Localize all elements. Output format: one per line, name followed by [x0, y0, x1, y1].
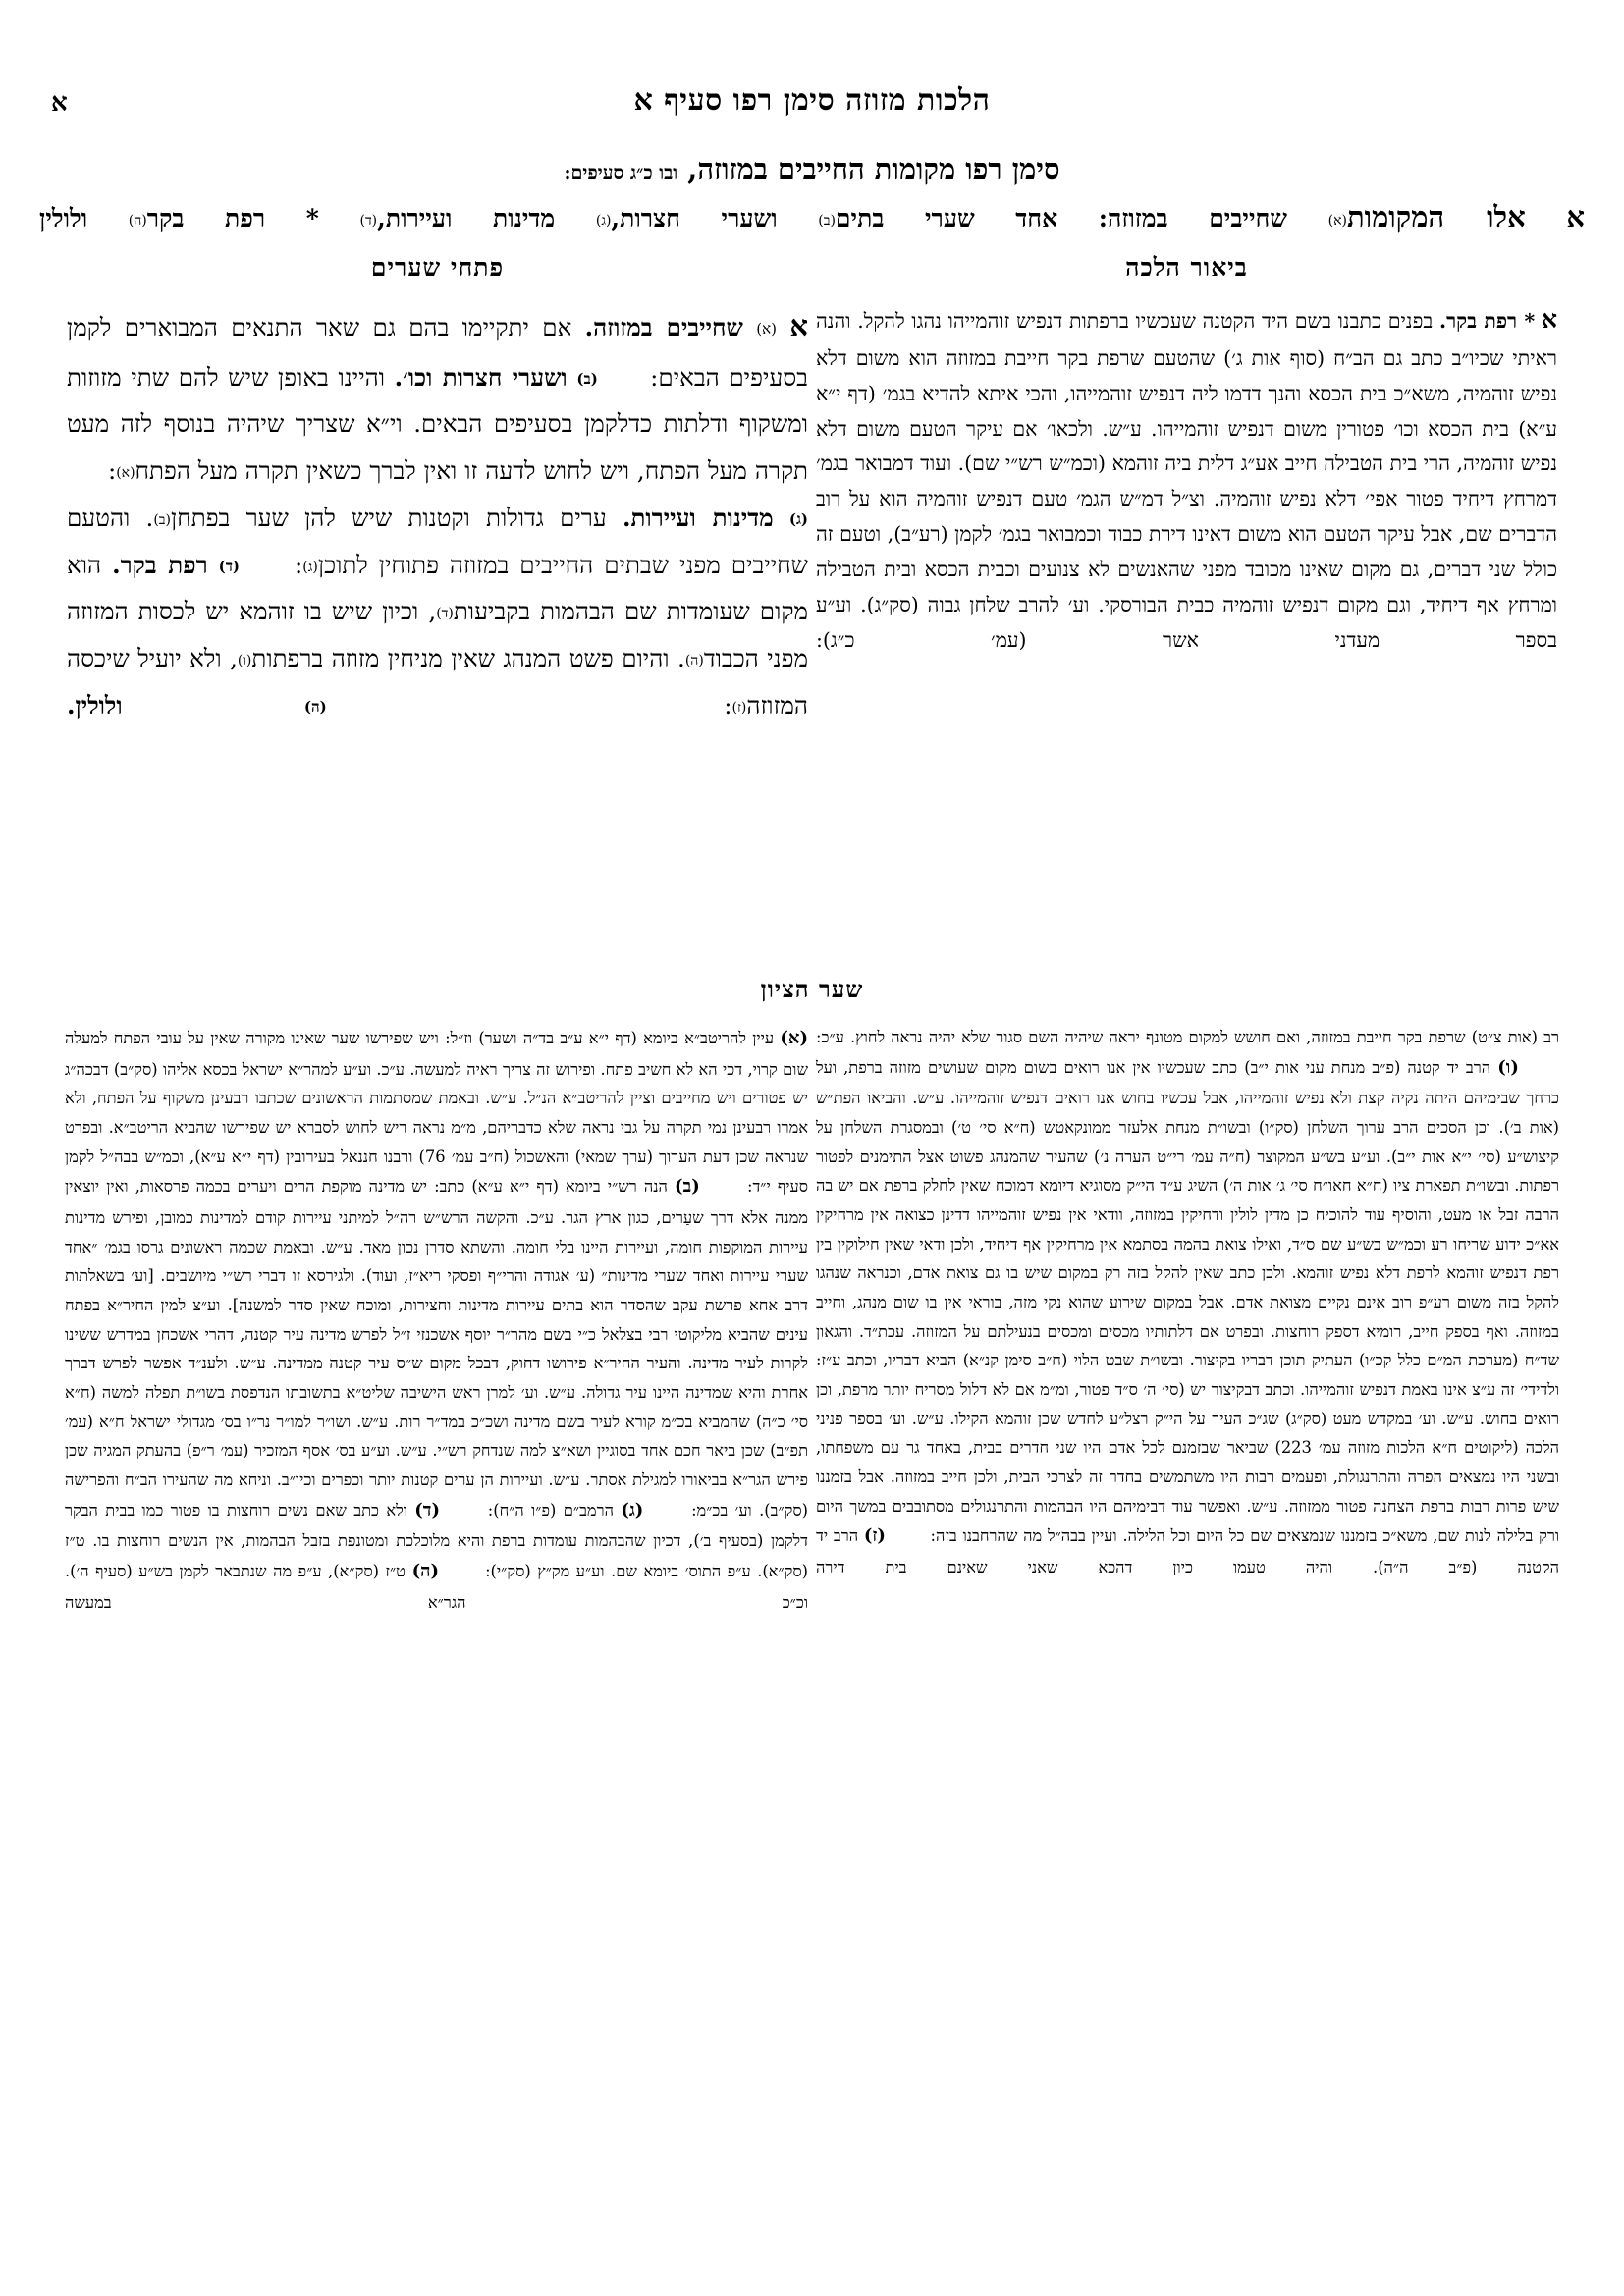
ps-p1-num: (ב) — [576, 369, 598, 388]
ps-p0-num: (א) — [756, 320, 777, 338]
tziyun-note-num: (ה) — [411, 1561, 439, 1582]
ps-p3-text2: , וכיון שיש בו זוהמא יש לכסות המזוזה מפני הכבוד — [67, 597, 808, 673]
seif-text-1: אלו המקומות — [1346, 200, 1526, 234]
seif-ref-h: (ה) — [128, 213, 147, 229]
ps-p1-lemma: ושערי חצרות וכו׳. — [394, 362, 568, 392]
seif-text-6: ולולין — [39, 204, 88, 233]
seif-ref-g: (ג) — [595, 213, 612, 229]
folio-marker: א — [51, 88, 68, 118]
ps-p0-lemma: שחייבים במזוזה. — [584, 313, 743, 342]
tziyun-note-text: הרמב״ם (פ״ו ה״ח): — [487, 1500, 614, 1520]
ps-p3-mid-ref2: (ה) — [684, 653, 704, 669]
ps-p1-text: והיינו באופן שיש להם שתי מזוזות ומשקוף ודלתות כדלקמן בסעיפים הבאים. וי״א שצריך שיהיה בנוסף לזה מעט תקרה מעל הפתח, ויש לחוש לדעה זו ואין לברך כשאין תקרה מעל הפתח — [67, 362, 808, 486]
ps-p3-tail: : — [724, 690, 732, 720]
ps-p3-text4: , ולא יועיל שיכסה המזוזה — [67, 644, 809, 720]
shaar-hatziyun-heading: שער הציון — [760, 975, 864, 1003]
ps-p3-text: הוא מקום שעומדות שם הבהמות בקביעות — [67, 550, 808, 626]
tziyun-note-num: (ז) — [863, 1525, 886, 1547]
siman-subtitle: ובו כ״ג סעיפים: — [564, 162, 678, 184]
tziyun-note — [816, 1023, 1559, 1582]
tziyun-note-text: עיין להריטב״א ביומא (דף י״א ע״ב בד״ה ושער) וז״ל: ויש שפירשו שער שאינו מקורה שאין על עובי הפתח למעלה שום קרוי, דכי הא לא חשיב פתח. ופירוש זה צריך ראיה למעשה. ע״כ. וע״ע למהר״א ישראל בכסא אליהו (סק״ב) דבכה״ג יש פטורים ויש מחייבים וציין להריטב״א הנ״ל. ע״ש. ובאמת שמסתמות הראשונים שכתבו רבעינן משקוף על הפתח, ולא אמרו רבעינן נמי תקרה על גבי נראה שלא כדבריהם, מ״מ נראה ריש לחוש לסברא יש שפירשו שהביא הריטב״א. ובפרט שנראה שכן דעת הערוך (ערך שמאי) והאשכול (ח״ב עמ׳ 76) ורבנו חננאל בעירובין (דף י״א ע״א), וכמ״ש בבה״ל לקמן סעיף י״ד: — [65, 1029, 809, 1197]
tziyun-column-right — [39, 1023, 812, 2237]
bh-p0-letter: א — [1541, 305, 1557, 334]
column-petchei-shearim — [39, 253, 812, 945]
tziyun-note-num: (ב) — [675, 1176, 700, 1198]
seif-ref-d: (ד) — [359, 213, 378, 229]
ps-p3-mid-ref3: (ו) — [237, 653, 252, 669]
running-head-title: הלכות מזוזה סימן רפו סעיף א — [633, 83, 991, 118]
tziyun-note-text: ולא כתב שאם נשים רוחצות בו פטור כמו בבית הבקר דלקמן (בסעיף ב׳), דכיון שהבהמות עומדות ברפת והיא מלוכלכת ומטונפת בזבל הבהמות, אין הנשים רוחצות בו. ט״ז (סק״א). ע״פ התוס׳ ביומא שם. וע״ע מק״ץ (סק״י): — [65, 1500, 808, 1581]
ps-p2-text: ערים גדולות וקטנות שיש להן שער בפתחן — [171, 503, 607, 532]
seif-text-2: שחייבים במזוזה: אחד שערי בתים — [835, 204, 1288, 233]
seif-letter: א — [1566, 200, 1585, 234]
ps-p2-tail: : — [295, 550, 303, 579]
seif-text-5: * רפת בקר — [146, 204, 319, 233]
tziyun-note-text: הרב יד הקטנה (פ״ב ה״ה). והיה טעמו כיון דהכא שאני שאינם בית דירה — [816, 1526, 1559, 1576]
ps-p4-num: (ה) — [303, 697, 327, 716]
petchei-shearim-body — [67, 298, 808, 729]
seif-ref-a: (א) — [1327, 213, 1347, 229]
running-head — [0, 83, 1624, 139]
tziyun-column-left — [812, 1023, 1585, 2237]
ps-p3-tail-ref: (ז) — [731, 699, 747, 716]
siman-title — [0, 152, 1624, 187]
biur-halacha-heading: ביאור הלכה — [1125, 253, 1248, 282]
tziyun-note-text: רב (אות צ״ט) שרפת בקר חייבת במזוזה, ואם חושש למקום מטונף יראה שיהיה השם סגור שלא יהיה נראה לחוץ. ע״כ: — [816, 1028, 1559, 1046]
seif-main-text — [39, 196, 1585, 238]
tziyun-note — [65, 1023, 808, 1618]
ps-p0-letter: א — [789, 309, 808, 343]
seif-text-3: ושערי חצרות, — [611, 204, 778, 233]
seif-text-4: מדינות ועיירות, — [377, 204, 556, 233]
ps-p3-mid-ref: (ד) — [436, 606, 454, 622]
ps-p2-num: (ג) — [788, 509, 809, 528]
siman-title-main: סימן רפו מקומות החייבים במזוזה, — [687, 152, 1060, 186]
ps-p2-text2: . והטעם שחייבים מפני שבתים החייבים במזוזה פתוחין לתוכן — [67, 503, 808, 579]
tziyun-note-text: הנה רש״י ביומא (דף י״א ע״א) כתב: יש מדינה מוקפת הרים ויערים בכמה פרסאות, ואין יוצאין ממנה אלא דרך שעַרים, כגון ארץ הגר. ע״כ. והקשה הרש״ש רה״ל למיתני עיירות קודם למדינות כמובן, ופירש מדינות עיירות המוקפות חומה, ועיירות היינו בלי חומה. והשתא סדרן נכון מאד. ע״ש. ובאמת שכמה ראשונים גרסו בגמ׳ ״אחד שערי עיירות ואחד שערי מדינות״ (ע׳ אגודה והרי״ף ופסקי ריא״ז, ועוד). ולגירסא זו דברי רש״י מיושבים. [וע׳ בשאלתות דרב אחא פרשת עקב שהסדר הוא בתים עיירות מדינות וחצירות, ומוכח שאין סדר למשנה]. וע״צ למין החיר״א בפתח עינים שהביא מליקוטי רבי בצלאל כ״י בשם מהר״ר יוסף אשכנזי ז״ל לפרש מדינה עיר קטנה, דהרי אשכחן במדרש ששינו לקרות לעיר מדינה. והעיר החיר״א פירושו דחוק, דבכל מקום ש״ס עיר קטנה ממדינה. ע״ש. ולענ״ד אפשר לפרש דברך אחרת והיא שמדינה היינו עיר גדולה. ע״ש. וע׳ למרן ראש הישיבה שליט״א בתשובתו הנדפסת בשו״ת תפלה למשה (ח״א סי׳ כ״ה) שהמביא בכ״מ קורא לעיר בשם מדינה ושכ״כ במד״ר רות. ע״ש. ושו״ר למו״ר נר״ו בס׳ מגדולי ישראל ח״א (עמ׳ תפ״ב) שכן ביאר חכם אחד בסוגיין ושא״צ למה שנדחק רש״י. ע״ש. וע״ע בס׳ אסף המזכיר (עמ׳ ר״פ) בהעתק המגיה שכן פירש הגר״א בביאורו למגילת אסתר. ע״ש. ועיירות הן ערים קטנות יותר וכפרים וכיו״ב. וניחא מה שהעירו הב״ח והפרישה (סק״ב). וע׳ בכ״מ: — [65, 1177, 808, 1520]
ps-p3-lemma: רפת בקר. — [112, 550, 208, 579]
ps-p3-num: (ד) — [218, 557, 241, 575]
ps-p1-tail: : — [107, 456, 117, 486]
petchei-shearim-heading: פתחי שערים — [370, 253, 505, 282]
column-biur-halacha — [812, 253, 1585, 945]
ps-p2-lemma: מדינות ועיירות. — [622, 503, 774, 532]
ps-p1-tail-ref: (א) — [116, 465, 135, 482]
seif-ref-b: (ב) — [818, 213, 836, 229]
tziyun-note-text: ט״ז (סק״א), ע״פ מה שנתבאר לקמן בש״ע (סעיף ה׳). וכ״כ הגר״א במעשה — [65, 1562, 808, 1612]
bh-p0-lemma: * רפת בקר. — [1438, 309, 1536, 333]
tziyun-note-text: הרב יד קטנה (פ״ב מנחת עני אות י״ב) כתב שעכשיו אין אנו רואים בשום מקום שעושים מזוזה ברפת, ועל כרחך שבימיהם היתה נקיה קצת ולא נפיש זוהמייהו, אבל עכשיו בחוש אנו רואים דנפיש זוהמייהו. ע״ש. והביאו הפת״ש (אות ב׳). וכן הסכים הרב ערוך השלחן (סק״ו) ובשו״ת מנחת אלעזר ממונקאטש (ח״א סי׳ ט׳) ובמסגרת השלחן על קיצוש״ע (סי׳ י״א אות י״ב). וע״ע בש״ע המקוצר (ח״ה עמ׳ רי״ט הערה נ׳) שהעיר שהמנהג פשוט אצל התימנים לפטור רפתות. ובשו״ת תפארת ציו (ח״א חאו״ח סי׳ ג׳ אות ה׳) השיג ע״ד הי״ק מסוגיא דיומא דמוכח שאין לחלק ברפת אם יש בה הרבה זבל או מעט, והוסיף עוד להוכיח כן מדין לולין ודחיקין במזוזה, וודאי אין נפיש זוהמייהו דדינן כצואה אין מרחיקין אא״כ ידוע שריחו רע וכמ״ש בש״ע שם ס״ד, ואילו צואת בהמה בסתמא אין מרחיקין אף דיחיד, ולכן ודאי שאין חילוקין בין רפת דנפיש זוהמא לרפת דלא נפיש זוהמא. ולכן כתב שאין להקל בזה רק במקום שיש בו גם צואת אדם, וכנראה שנהגו להקל בזה משום רע״פ רוב אינם נקיים מצואת אדם. אבל במקום שירוע שהוא נקי מזה, בוראי אין בו שום מנהג, וחייב במזוזה. ואף בספק חייב, רומיא דספק רוחצות. ובפרט אם דלתותיו מכסים ומכסים בנעילתם על המזוזה. עכת״ד. והגאון שד״ח (מערכת המ״ם כלל קכ״ו) העתיק תוכן דבריו בקיצור. ובשו״ת שבט הלוי (ח״ב סימן קנ״א) הביא דבריו, וכתב ע״ז: ולדידי׳ זה ע״צ אינו באמת דנפיש זוהמייהו. וכתב דבקיצור יש (סי׳ ה׳ ס״ד פטור, ומ״מ אם לא דלול מסריח יותר מרפת, וכן רואים בחוש. ע״ש. וע׳ במקדש מעט (סק״ג) שג״כ העיר על הי״ק רצל״ע לחדש שכן זוהמא הקילו. ע״ש. וע׳ בספר פניני הלכה (ליקוטים ח״א הלכות מזוזה עמ׳ 223) שביאר שבזמנם לכל אדם היו שני חדרים בבית, באחד גר עם משפחתו, ובשני היו נמצאים הפרה והתרנגולת, ופעמים רבות היו משתמשים בחדר זה לצרכי הבית, ולכן חייב במזוזה. אבל בזמננו שיש פרות רבות ברפת הצחנה פטור ממזוזה. ע״ש. ואפשר עוד דבימיהם היו הבהמות והתרנגולים מסתובבים במשך היום ורק בלילה לנות שם, משא״כ בזמננו שנמצאים שם כל היום וכל הלילה. ועיין בבה״ל מה שהרחבנו בזה: — [816, 1057, 1559, 1546]
commentary-block — [39, 253, 1585, 945]
ps-p3-text3: . והיום פשט המנהג שאין מניחין מזוזה ברפתות — [251, 644, 685, 673]
biur-halacha-body — [816, 298, 1557, 659]
shaar-hatziyun-block — [39, 1023, 1585, 2237]
ps-p2-tail-ref: (ג) — [302, 559, 318, 575]
tziyun-note-num: (ג) — [621, 1499, 644, 1521]
tziyun-note-num: (א) — [780, 1028, 808, 1048]
ps-p2-mid-ref: (ב) — [153, 511, 172, 528]
tziyun-note-num: (ד) — [414, 1499, 440, 1521]
ps-p4-lemma: ולולין. — [67, 690, 123, 720]
ps-p0-text: אם יתקיימו בהם גם שאר התנאים המבוארים לקמן בסעיפים הבאים: — [67, 313, 808, 392]
tziyun-note-num: (ו) — [1497, 1056, 1519, 1078]
bh-p0-text: בפנים כתבנו בשם היד הקטנה שעכשיו ברפתות דנפיש זוהמייהו נהגו להקל. והנה ראיתי שכיו״ב כתב גם הב״ח (סוף אות ג׳) שהטעם שרפת בקר חייבת במזוזה הוא משום דלא נפיש זוהמיה, משא״כ בית הכסא והנך דדמו ליה דנפיש זוהמייהו, והכי איתא להדיא בגמ׳ (דף י״א ע״א) בית הכסא וכו׳ פטורין משום דנפיש זוהמייהו. ע״ש. ולכאו׳ אם עיקר הטעם משום דלא נפיש זוהמיה, הרי בית הטבילה חייב אע״ג דלית ביה זוהמא (וכמ״ש רש״י שם). ועוד דמבואר בגמ׳ דמרחץ דיחיד פטור אפי׳ דלא נפיש זוהמיה. וצ״ל דמ״ש הגמ׳ טעם דנפיש זוהמיה הוא על רוב הדברים שם, אבל עיקר הטעם הוא משום דאינו דירת כבוד וכמבואר בגמ׳ לקמן (רע״ב), וטעם זה כולל שני דברים, גם מקום שאינו מכובד מפני שהאנשים לא צנועים וכבית הכסא ובית הטבילה ומרחץ אף דיחיד, וגם מקום דנפיש זוהמיה כבית הבורסקי. וע׳ להרב שלחן גבוה (סק״ג). וע״ע בספר מעדני אשר (עמ׳ כ״ג): — [816, 309, 1557, 652]
